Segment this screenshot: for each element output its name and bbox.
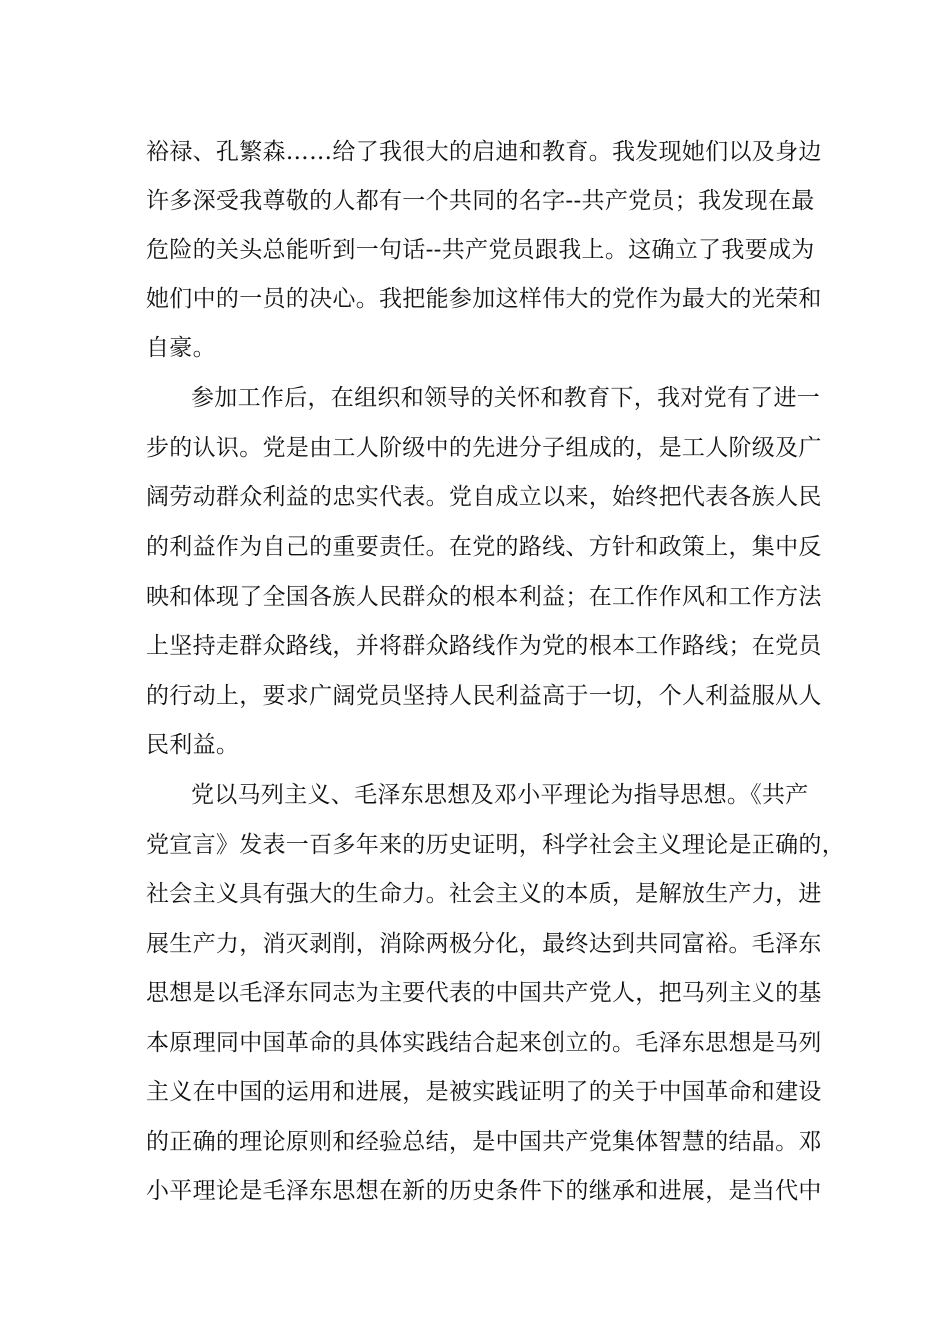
paragraph-first-line: 党以马列主义、毛泽东思想及邓小平理论为指导思想。《共产 bbox=[191, 782, 809, 808]
text-line: 的行动上，要求广阔党员坚持人民利益高于一切，个人利益服从人 bbox=[146, 683, 822, 709]
text-line: 本原理同中国革命的具体实践结合起来创立的。毛泽东思想是马列 bbox=[146, 1030, 822, 1056]
text-line: 党宣言》发表一百多年来的历史证明，科学社会主义理论是正确的， bbox=[146, 832, 845, 858]
text-line: 许多深受我尊敬的人都有一个共同的名字--共产党员；我发现在最 bbox=[146, 188, 815, 214]
text-line: 裕禄、孔繁森……给了我很大的启迪和教育。我发现她们以及身边 bbox=[146, 139, 822, 165]
text-line: 步的认识。党是由工人阶级中的先进分子组成的，是工人阶级及广 bbox=[146, 435, 822, 461]
text-line: 阔劳动群众利益的忠实代表。党自成立以来，始终把代表各族人民 bbox=[146, 484, 822, 510]
text-line: 社会主义具有强大的生命力。社会主义的本质，是解放生产力，进 bbox=[146, 881, 822, 907]
text-line: 小平理论是毛泽东思想在新的历史条件下的继承和进展，是当代中 bbox=[146, 1178, 822, 1204]
text-line: 思想是以毛泽东同志为主要代表的中国共产党人，把马列主义的基 bbox=[146, 980, 822, 1006]
text-line: 自豪。 bbox=[146, 335, 216, 361]
text-line: 展生产力，消灭剥削，消除两极分化，最终达到共同富裕。毛泽东 bbox=[146, 931, 822, 957]
text-line: 映和体现了全国各族人民群众的根本利益；在工作作风和工作方法 bbox=[146, 584, 822, 610]
text-line: 的利益作为自己的重要责任。在党的路线、方针和政策上，集中反 bbox=[146, 534, 822, 560]
text-line: 危险的关头总能听到一句话--共产党员跟我上。这确立了我要成为 bbox=[146, 237, 815, 263]
text-line: 上坚持走群众路线，并将群众路线作为党的根本工作路线；在党员 bbox=[146, 633, 822, 659]
text-line: 的正确的理论原则和经验总结，是中国共产党集体智慧的结晶。邓 bbox=[146, 1129, 822, 1155]
text-line: 她们中的一员的决心。我把能参加这样伟大的党作为最大的光荣和 bbox=[146, 286, 822, 312]
paragraph-first-line: 参加工作后，在组织和领导的关怀和教育下，我对党有了进一 bbox=[191, 385, 821, 411]
text-line: 主义在中国的运用和进展，是被实践证明了的关于中国革命和建设 bbox=[146, 1079, 822, 1105]
text-line: 民利益。 bbox=[146, 732, 240, 758]
